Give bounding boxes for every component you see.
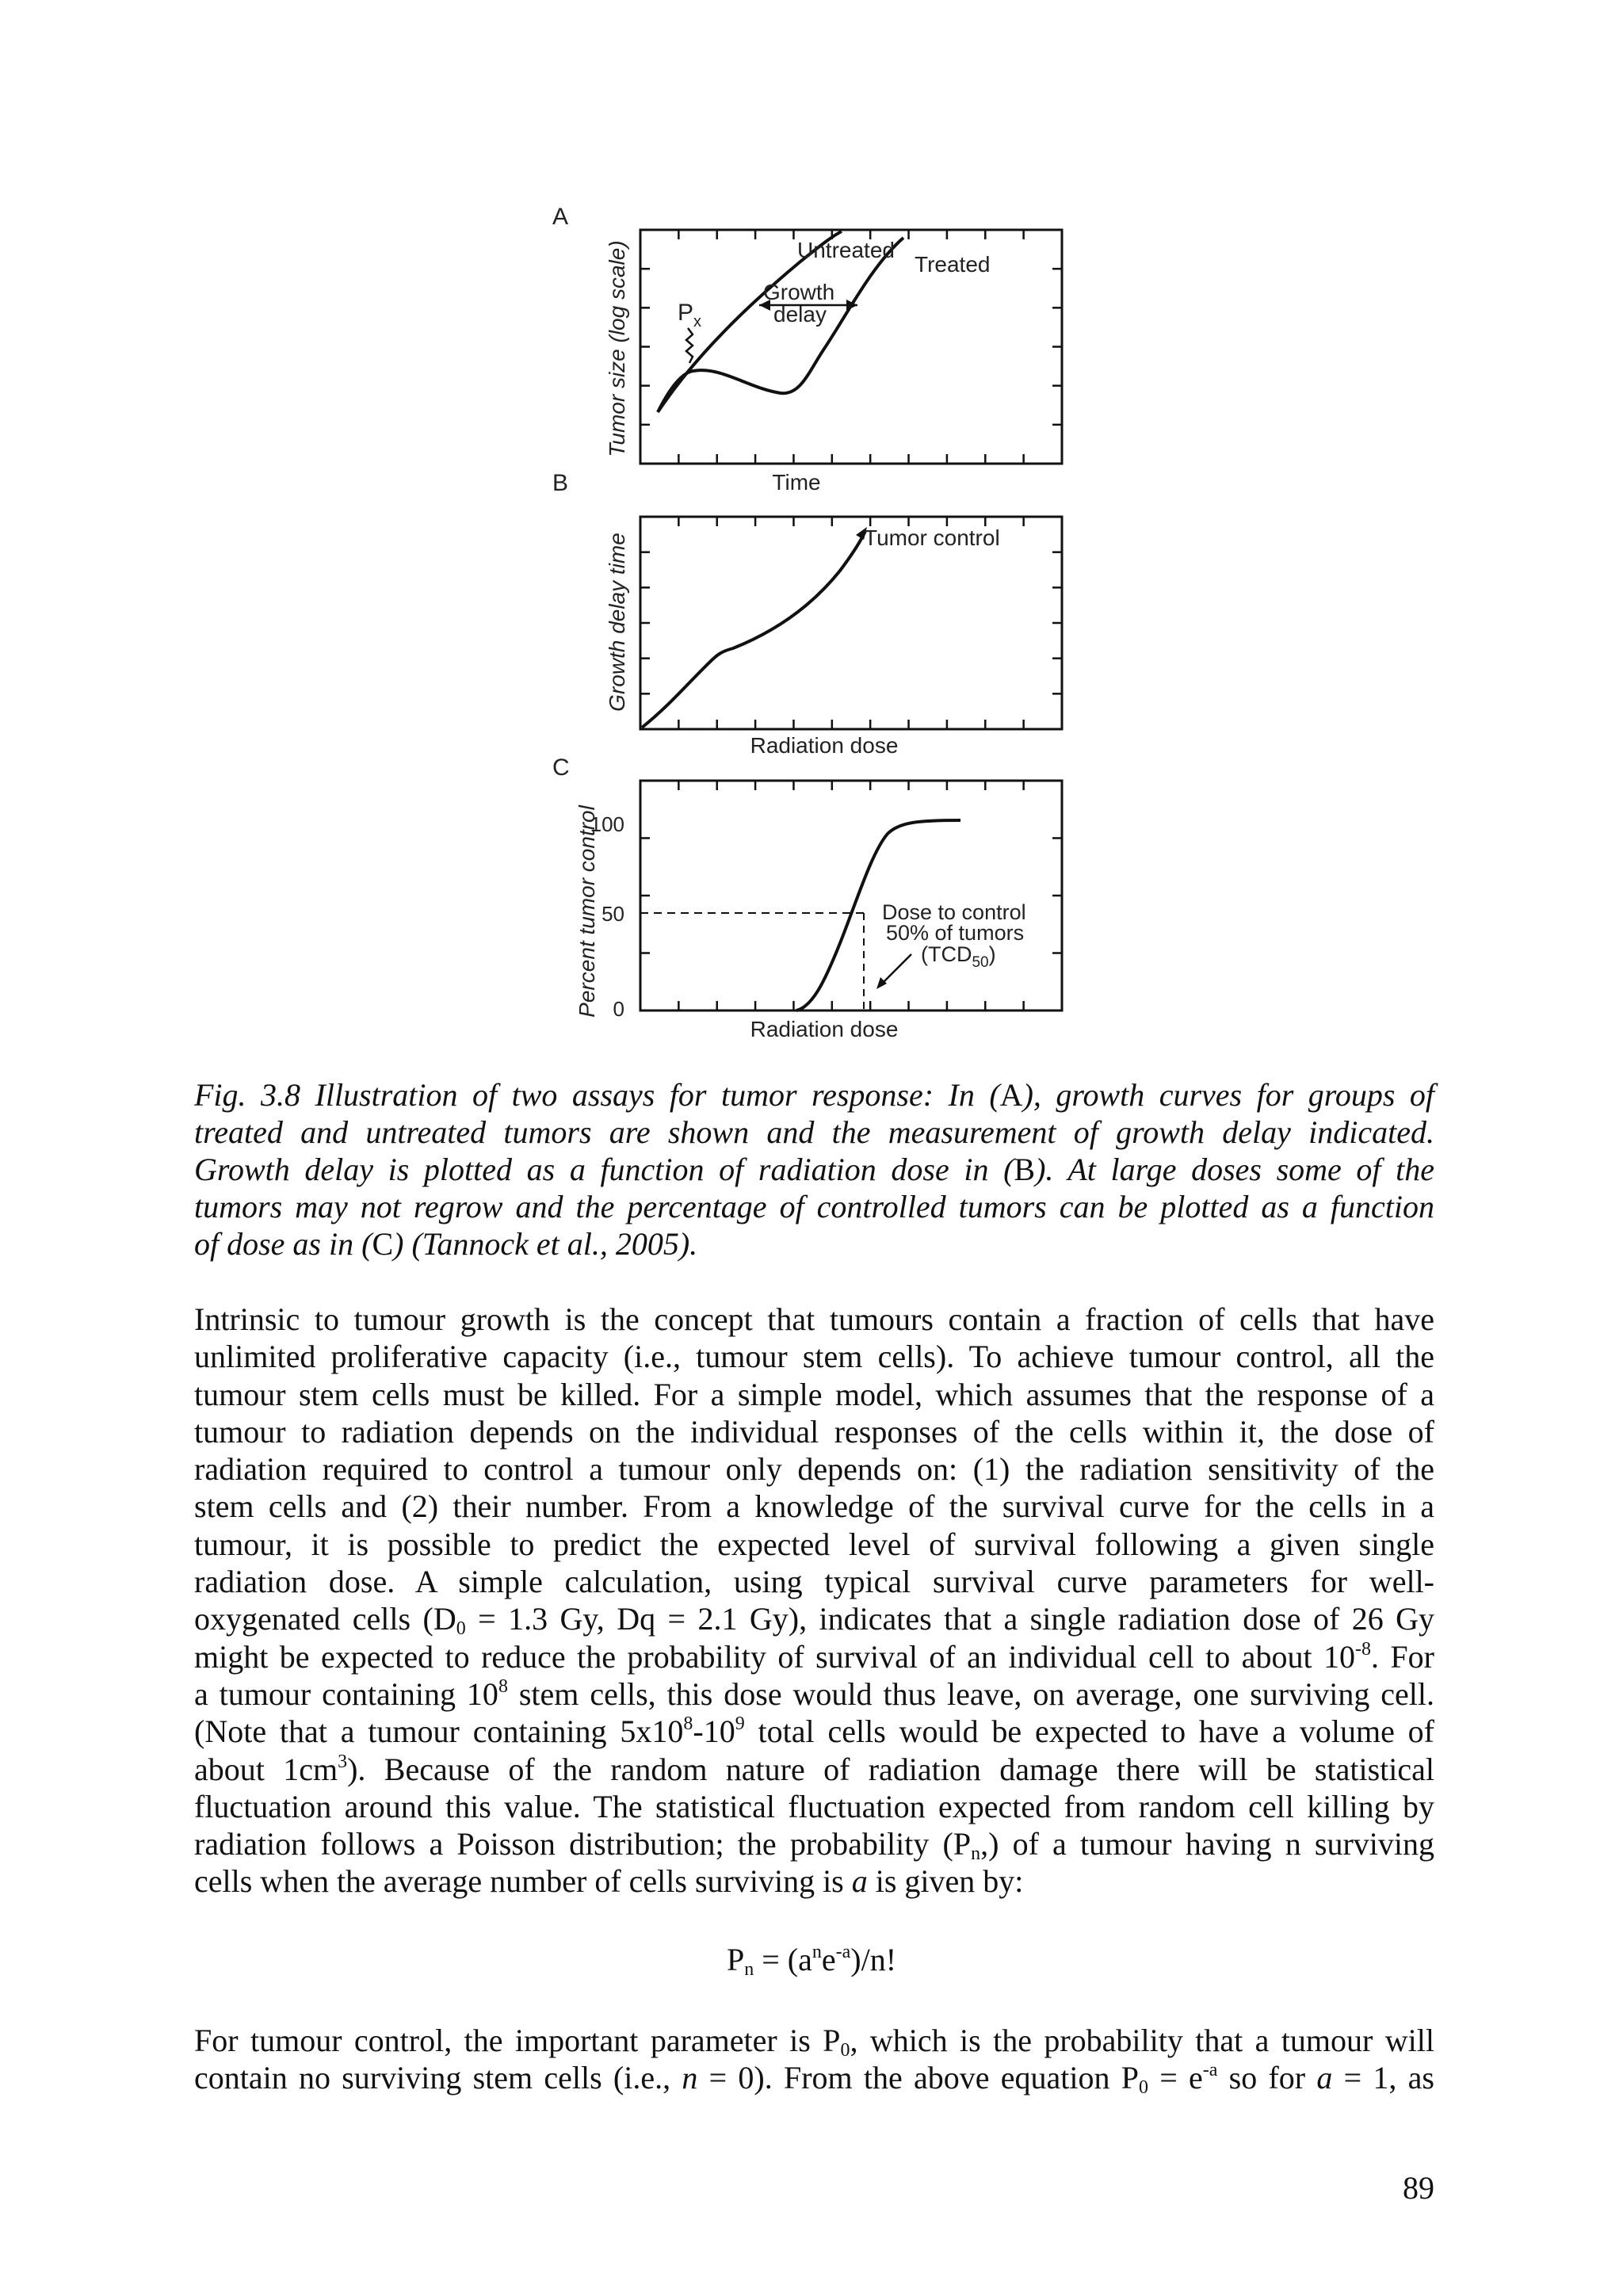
radiation-zigzag-icon [686, 328, 693, 363]
paragraph-line: might be expected to reduce the probability of survival of an individual cell to about $10^{-8}$. For [194, 1638, 1434, 1675]
panel-c-ylabel: Percent tumor control [575, 805, 599, 1018]
panel-b-ylabel: Growth delay time [605, 533, 629, 712]
panel-a-ylabel: Tumor size (log scale) [605, 240, 629, 457]
growth-delay-curve [642, 531, 865, 728]
tcd50-annotation-line3: $(TCD_{50})$ [921, 942, 996, 971]
paragraph-line: Intrinsic to tumour growth is the concept that tumours contain a fraction of cells that have [194, 1301, 1434, 1337]
paragraph-line: For tumour control, the important parameter is $P_0$, which is the probability that a tumour will [194, 2023, 1434, 2061]
paragraph-line: contain no surviving stem cells (i.e., n = 0). From the above equation $P_0 = e^{-a}$ so for a = 1, as [194, 2060, 1434, 2099]
tcd50-pointer-line [881, 954, 911, 984]
caption-line-1: Fig. 3.8 Illustration of two assays for tumor response: In (A), growth curves for groups of [194, 1077, 1434, 1113]
panel-b-letter: B [552, 470, 569, 496]
tcd50-annotation-line1: Dose to control [882, 900, 1026, 924]
paragraph-line: radiation required to control a tumour only depends on: (1) the radiation sensitivity of the [194, 1451, 1434, 1488]
panel-c-frame [640, 781, 1062, 1010]
delay-label: delay [773, 302, 827, 327]
paragraph-line: radiation follows a Poisson distribution; the probability $(P_n,)$ of a tumour having n surviving [194, 1826, 1434, 1865]
poisson-equation: $P_n = (a^ne^{-a})/n$! [726, 1942, 897, 1980]
paragraph-line: unlimited proliferative capacity (i.e., tumour stem cells). To achieve tumour control, all the [194, 1339, 1434, 1375]
paragraph-line: (Note that a tumour containing $5x10^8-10^9$ total cells would be expected to have a volume of [194, 1713, 1435, 1750]
panel-a-xlabel: Time [772, 470, 821, 495]
figure-caption [194, 1076, 1434, 1263]
paragraph-line: stem cells and (2) their number. From a knowledge of the survival curve for the cells in a [194, 1488, 1434, 1525]
c-ytick-50: 50 [601, 902, 624, 926]
untreated-label: Untreated [797, 238, 895, 262]
body-paragraph-2 [194, 2022, 1434, 2097]
paragraph-line: oxygenated cells ($D_0 = 1.3$ Gy, Dq = 2.1 Gy), indicates that a single radiation dose of 26 Gy [194, 1601, 1434, 1640]
caption-line-2: treated and untreated tumors are shown and the measurement of growth delay indicated. [194, 1114, 1434, 1150]
page-number: 89 [1403, 2170, 1434, 2206]
tumor-control-label: Tumor control [864, 525, 1000, 550]
caption-line-4: tumors may not regrow and the percentage of controlled tumors can be plotted as a function [194, 1189, 1434, 1224]
panel-c [552, 755, 1062, 1041]
panel-a [552, 204, 1062, 495]
caption-line-5: of dose as in (C) (Tannock et al., 2005). [194, 1226, 698, 1262]
treated-label: Treated [915, 252, 991, 277]
c-ytick-0: 0 [613, 997, 624, 1021]
paragraph-line: tumour stem cells must be killed. For a simple model, which assumes that the response of a [194, 1376, 1434, 1412]
px-label: $P_x$ [678, 300, 702, 330]
body-paragraph-1 [194, 1301, 1434, 1901]
paragraph-line: fluctuation around this value. The statistical fluctuation expected from random cell killing by [194, 1788, 1434, 1824]
growth-delay-arrow-right [846, 300, 857, 311]
paragraph-line: a tumour containing $10^8$ stem cells, this dose would thus leave, on average, one surviving cell. [194, 1675, 1435, 1712]
panel-c-xlabel: Radiation dose [750, 1017, 899, 1041]
paragraph-line: about $1cm^3$). Because of the random nature of radiation damage there will be statistical [194, 1751, 1435, 1787]
panel-a-frame [640, 230, 1062, 464]
panel-b [552, 470, 1062, 758]
growth-label: Growth [763, 280, 835, 304]
paragraph-line: radiation dose. A simple calculation, using typical survival curve parameters for well- [194, 1564, 1434, 1600]
tcd50-annotation-line2: 50% of tumors [886, 921, 1025, 945]
paragraph-line: tumour to radiation depends on the individual responses of the cells within it, the dose of [194, 1413, 1434, 1450]
panel-b-xlabel: Radiation dose [750, 733, 899, 758]
paragraph-line: cells when the average number of cells surviving is a is given by: [194, 1863, 1024, 1900]
panel-c-ticks [640, 781, 1062, 1010]
caption-line-3: Growth delay is plotted as a function of radiation dose in (B). At large doses some of the [194, 1152, 1434, 1187]
c-ytick-100: 100 [590, 812, 624, 836]
panel-c-letter: C [552, 755, 570, 781]
paragraph-line: tumour, it is possible to predict the expected level of survival following a given single [194, 1526, 1434, 1562]
panel-a-ticks [640, 230, 1062, 464]
figure-3-8 [0, 0, 1623, 1062]
panel-a-letter: A [552, 204, 569, 230]
